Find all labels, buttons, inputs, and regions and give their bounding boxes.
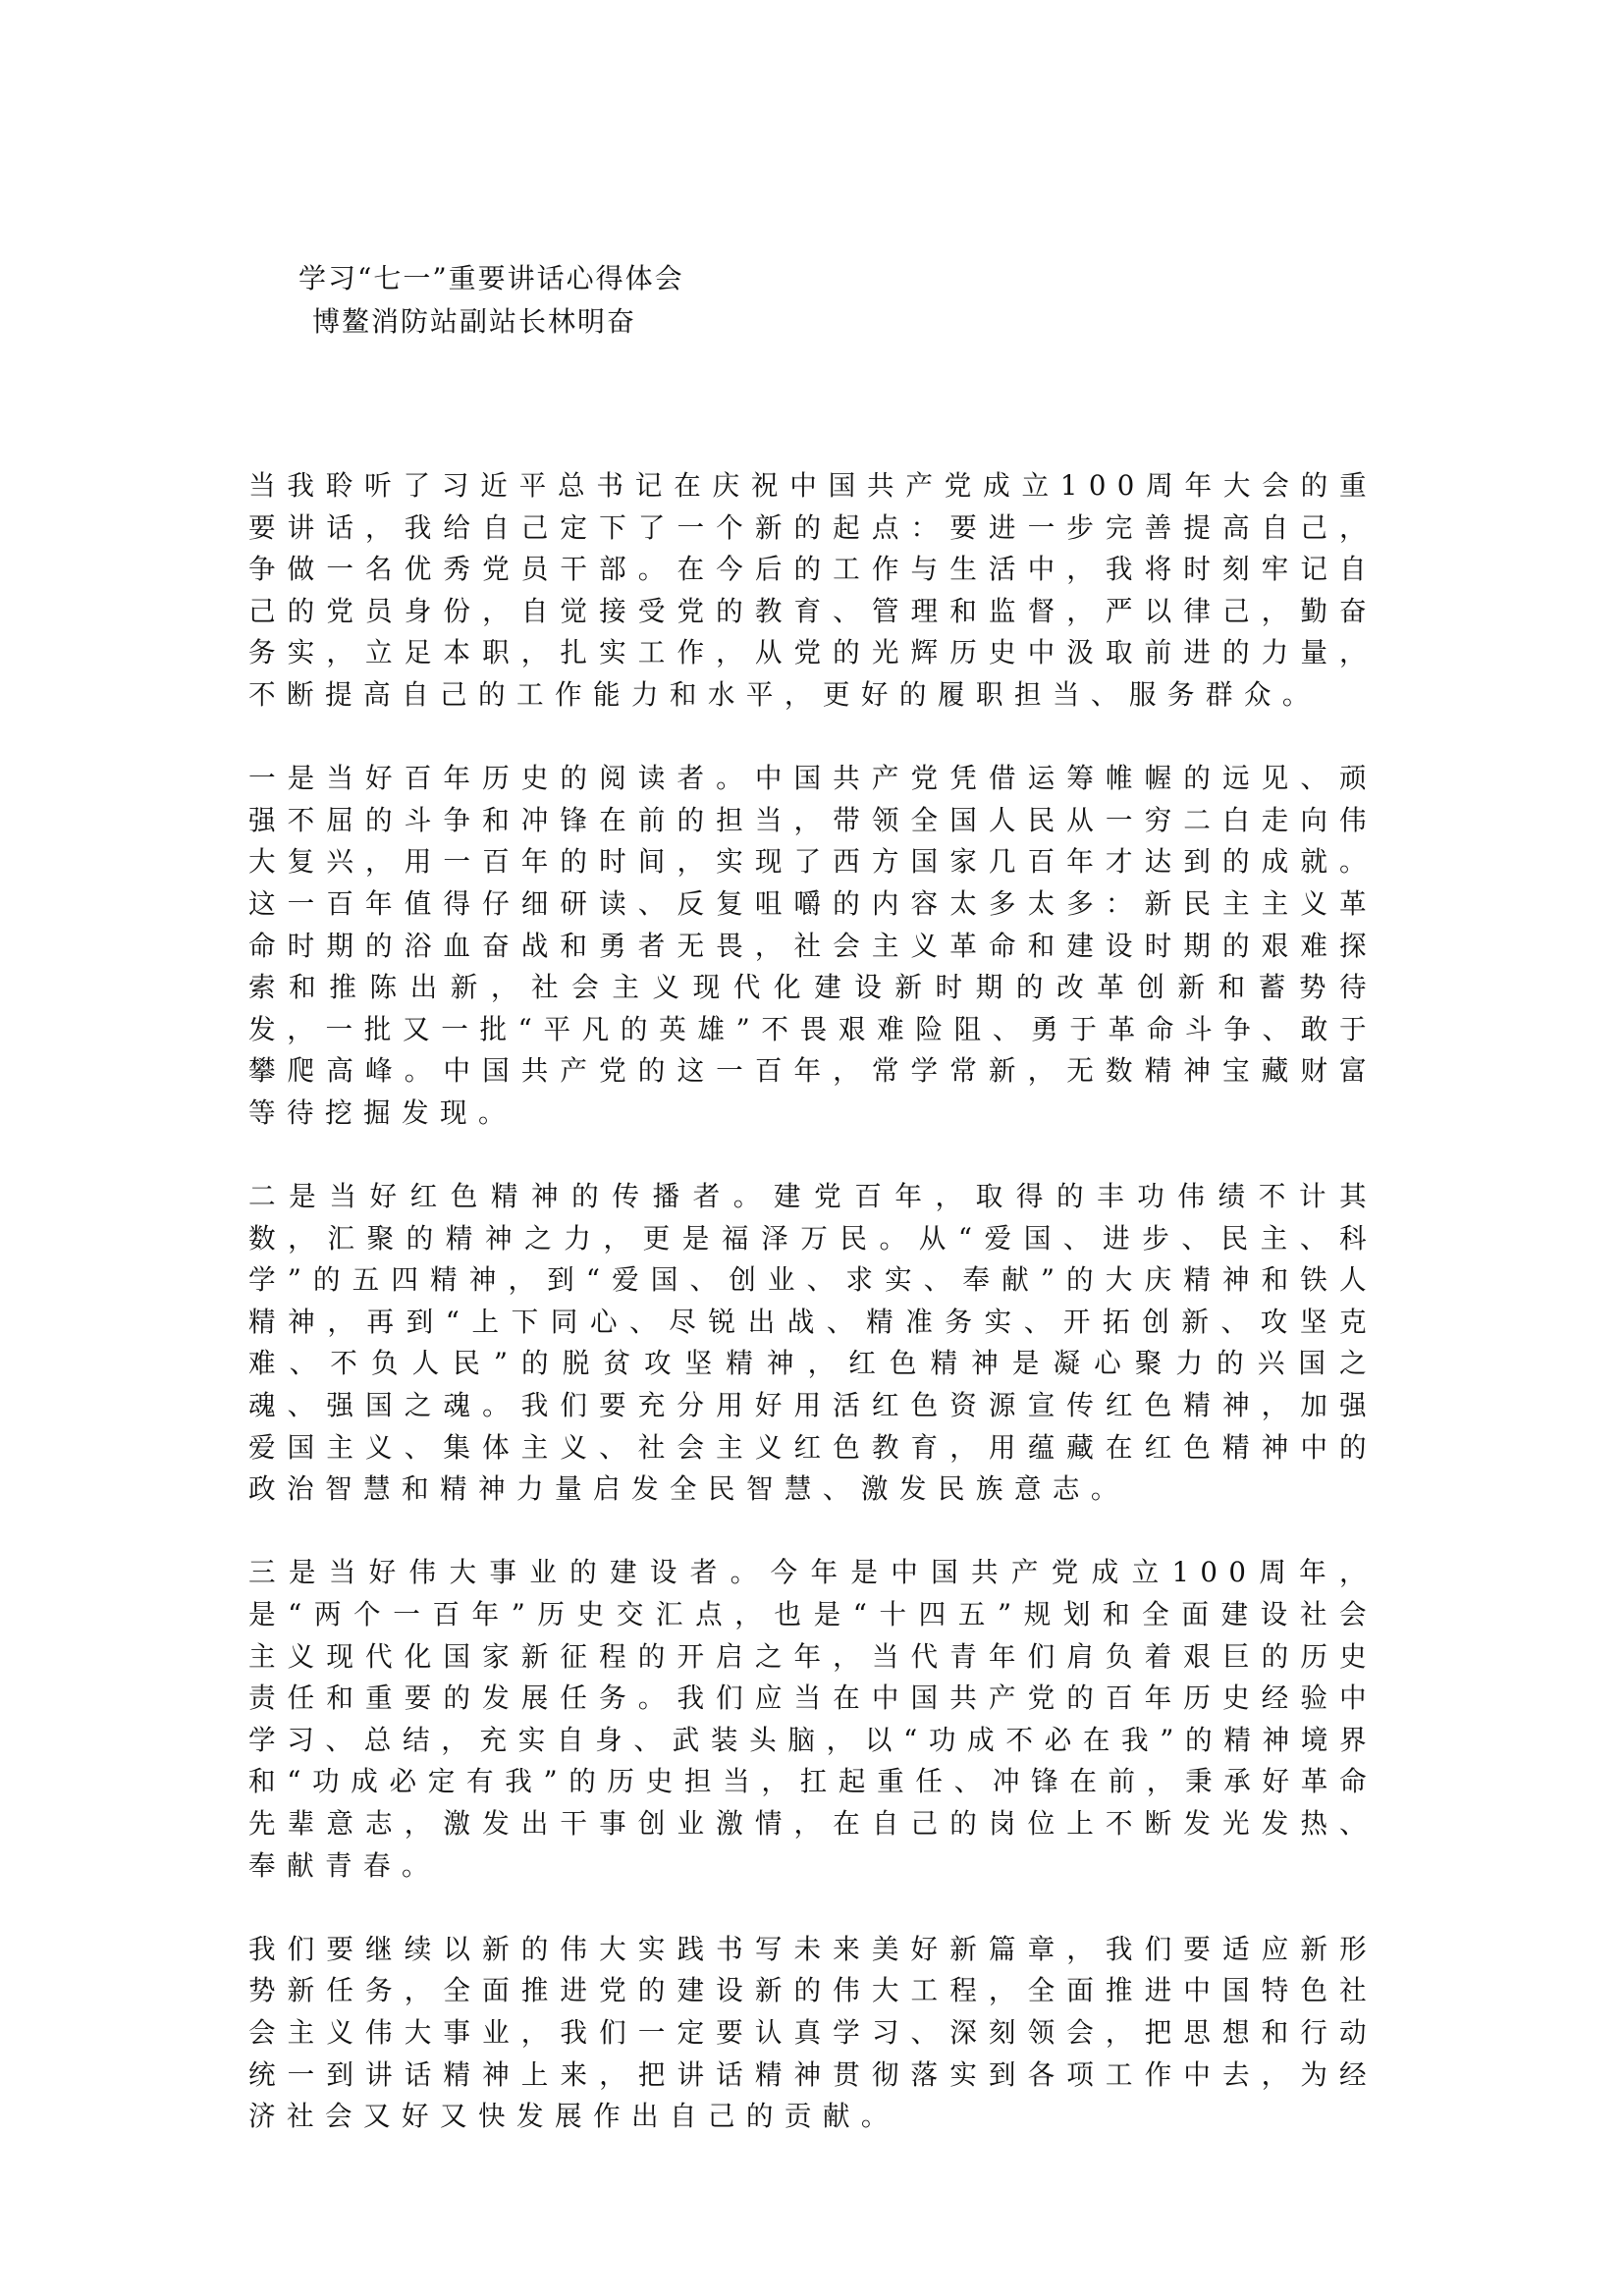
paragraph-conclusion: 我们要继续以新的伟大实践书写未来美好新篇章，我们要适应新形势新任务，全面推进党的建设新的伟大工程，全面推进中国特色社会主义伟大事业，我们一定要认真学习、深刻领会，把思想和行动统一到讲话精神上来，把讲话精神贯彻落实到各项工作中去，为经济社会又好又快发展作出自己的贡献。 bbox=[248, 1932, 1378, 2133]
paragraph-point-two: 二是当好红色精神的传播者。建党百年，取得的丰功伟绩不计其数，汇聚的精神之力，更是福泽万民。从“爱国、进步、民主、科学”的五四精神，到“爱国、创业、求实、奉献”的大庆精神和铁人精神，再到“上下同心、尽锐出战、精准务实、开拓创新、攻坚克难、不负人民”的脱贫攻坚精神，红色精神是凝心聚力的兴国之魂、强国之魂。我们要充分用好用活红色资源宣传红色精神，加强爱国主义、集体主义、社会主义红色教育，用蕴藏在红色精神中的政治智慧和精神力量启发全民智慧、激发民族意志。 bbox=[248, 1180, 1378, 1506]
document-body bbox=[248, 465, 1378, 2138]
paragraph-point-three: 三是当好伟大事业的建设者。今年是中国共产党成立100周年，是“两个一百年”历史交汇点，也是“十四五”规划和全面建设社会主义现代化国家新征程的开启之年，当代青年们肩负着艰巨的历史责任和重要的发展任务。我们应当在中国共产党的百年历史经验中学习、总结，充实自身、武装头脑，以“功成不必在我”的精神境界和“功成必定有我”的历史担当，扛起重任、冲锋在前，秉承好革命先辈意志，激发出干事创业激情，在自己的岗位上不断发光发热、奉献青春。 bbox=[248, 1556, 1378, 1882]
document-title: 学习“七一”重要讲话心得体会 bbox=[298, 262, 684, 294]
author-line: 博鳌消防站副站长林明奋 bbox=[312, 305, 637, 338]
paragraph-intro: 当我聆听了习近平总书记在庆祝中国共产党成立100周年大会的重要讲话，我给自己定下了一个新的起点：要进一步完善提高自己，争做一名优秀党员干部。在今后的工作与生活中，我将时刻牢记自己的党员身份，自觉接受党的教育、管理和监督，严以律己，勤奋务实，立足本职，扎实工作，从党的光辉历史中汲取前进的力量，不断提高自己的工作能力和水平，更好的履职担当、服务群众。 bbox=[248, 469, 1378, 711]
title-block bbox=[298, 257, 684, 344]
paragraph-point-one: 一是当好百年历史的阅读者。中国共产党凭借运筹帷幄的远见、顽强不屈的斗争和冲锋在前的担当，带领全国人民从一穷二白走向伟大复兴，用一百年的时间，实现了西方国家几百年才达到的成就。这一百年值得仔细研读、反复咀嚼的内容太多太多：新民主主义革命时期的浴血奋战和勇者无畏，社会主义革命和建设时期的艰难探索和推陈出新，社会主义现代化建设新时期的改革创新和蓄势待发，一批又一批“平凡的英雄”不畏艰难险阻、勇于革命斗争、敢于攀爬高峰。中国共产党的这一百年，常学常新，无数精神宝藏财富等待挖掘发现。 bbox=[248, 762, 1378, 1129]
